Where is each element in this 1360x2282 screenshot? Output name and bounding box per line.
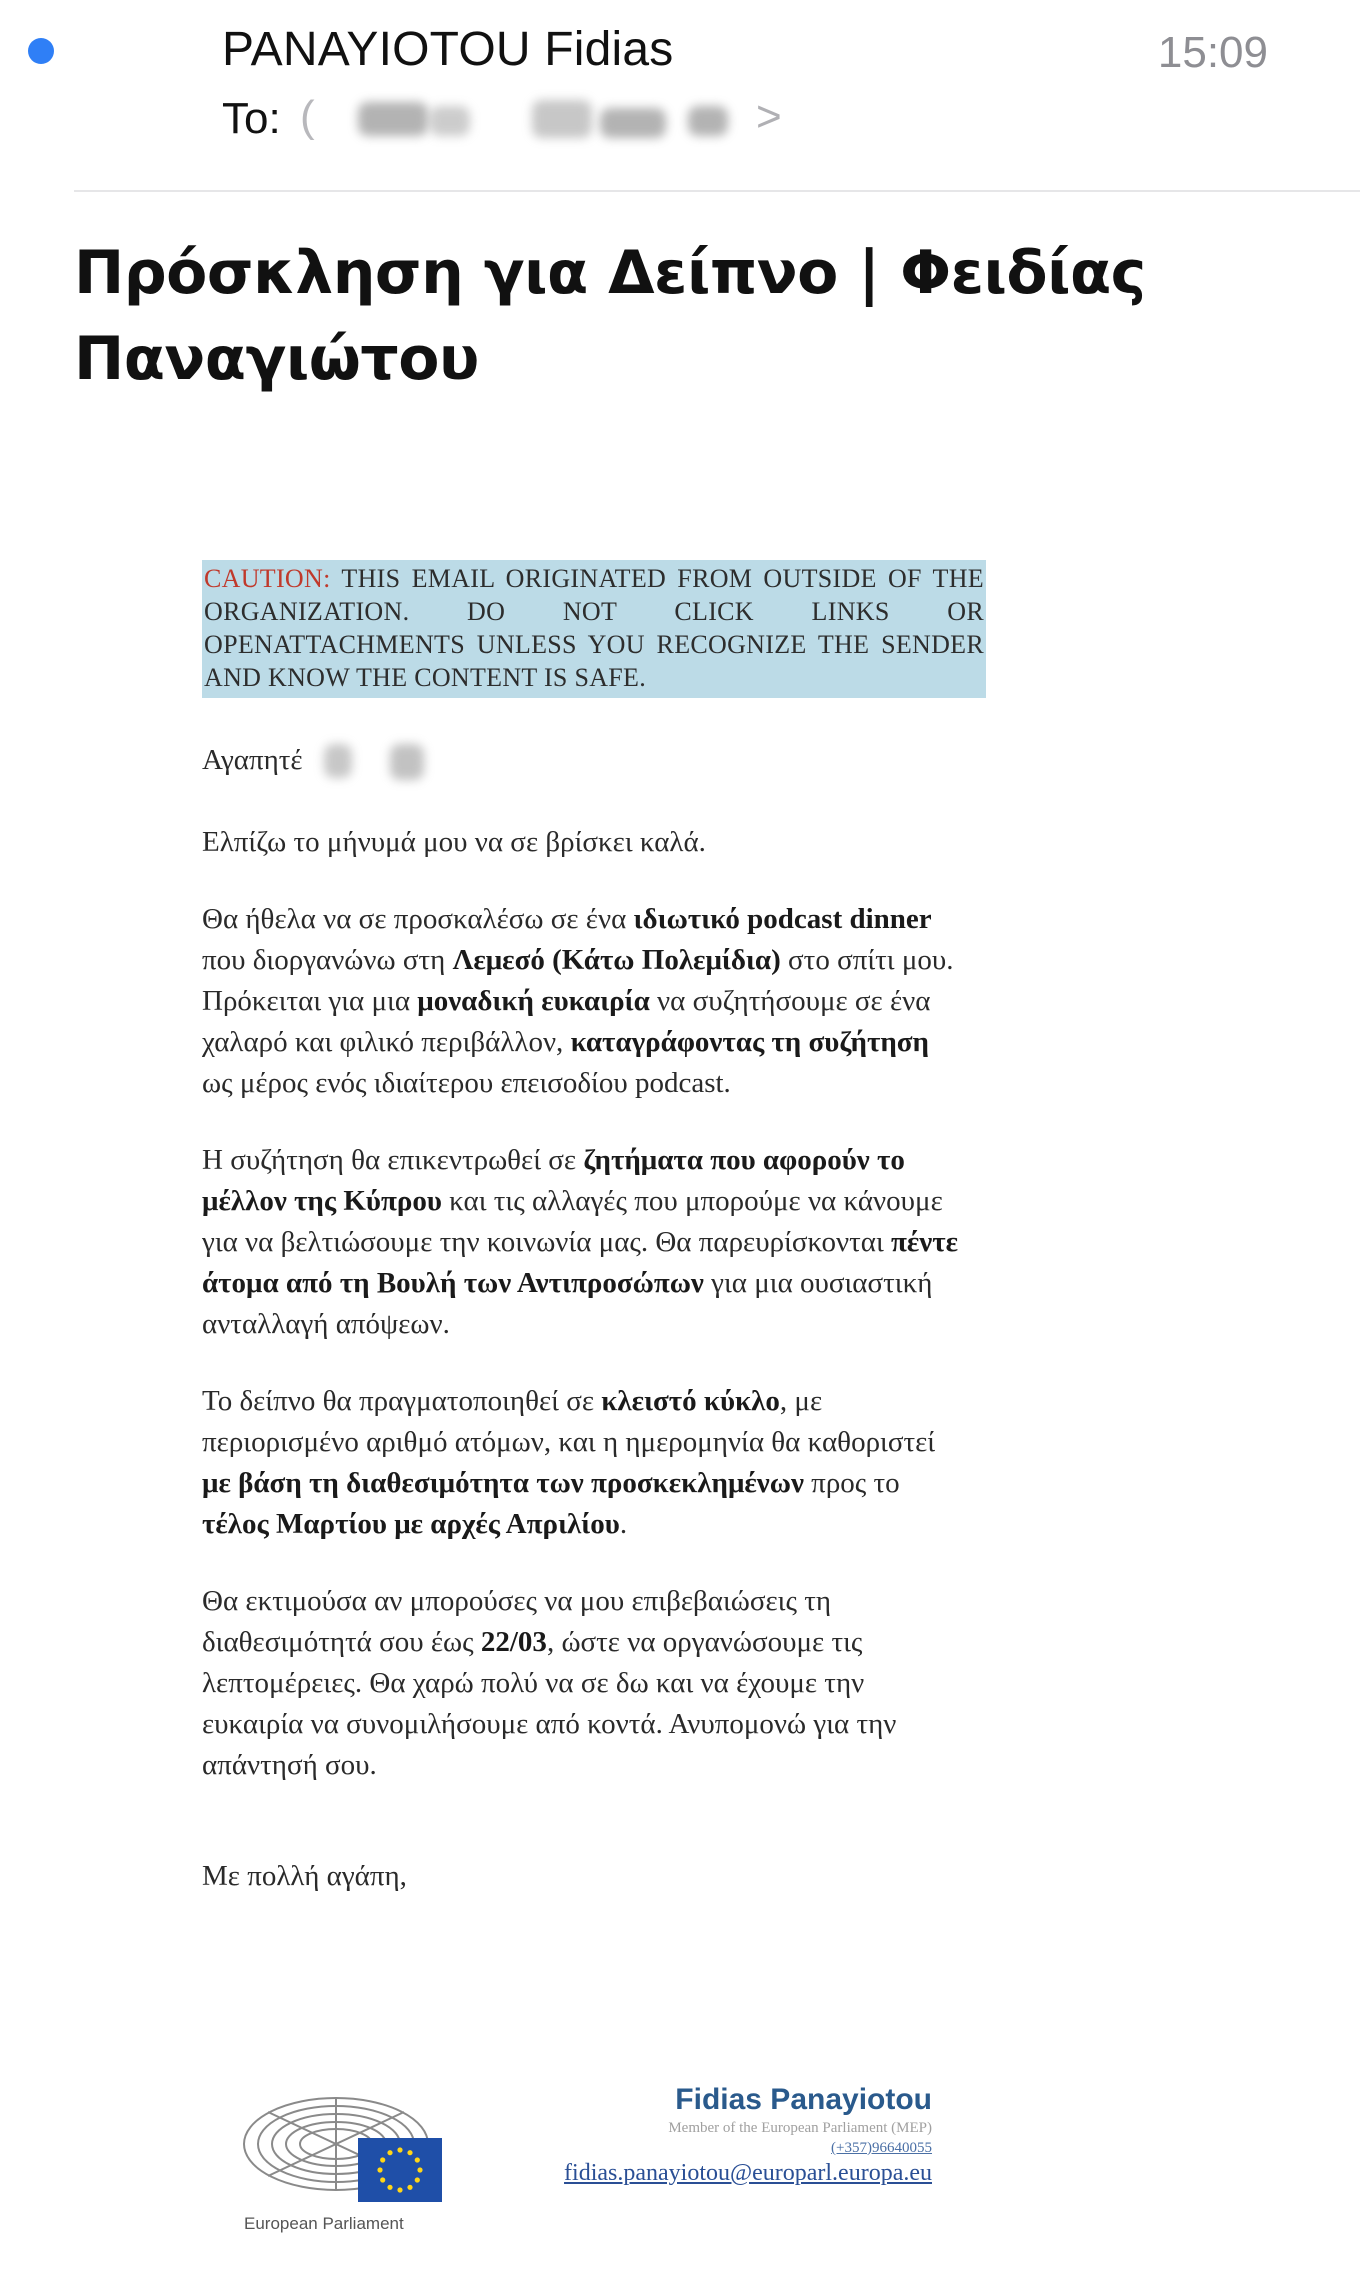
redacted-recipient	[332, 100, 952, 140]
text-run: στο σπίτι μου. Πρόκειται για μια	[202, 944, 954, 1017]
paragraph-topics	[202, 1140, 962, 1345]
text-run: .	[619, 1508, 628, 1540]
paragraph-rsvp	[202, 1581, 962, 1786]
paragraph-intro: Ελπίζω το μήνυμά μου να σε βρίσκει καλά.	[202, 826, 706, 858]
bold-run: τέλος Μαρτίου με αρχές Απριλίου	[202, 1508, 620, 1540]
eu-star-icon	[407, 2150, 412, 2155]
header-divider	[74, 190, 1360, 192]
email-subject	[74, 230, 1284, 402]
eu-star-icon	[417, 2167, 422, 2172]
chevron-right-icon[interactable]: >	[756, 92, 782, 141]
subject-line-2: Παναγιώτου	[74, 324, 479, 394]
signature-name: Fidias Panayiotou	[675, 2083, 932, 2116]
eu-star-icon	[415, 2157, 420, 2162]
signature-block	[564, 2082, 932, 2188]
eu-star-icon	[387, 2185, 392, 2190]
text-run: , με περιορισμένο αριθμό ατόμων, και η ημερομηνία θα καθοριστεί	[202, 1385, 936, 1458]
signature-role: Member of the European Parliament (MEP)	[668, 2120, 932, 2136]
paragraph-details	[202, 1381, 962, 1545]
signature-phone-link[interactable]: (+357)96640055	[831, 2140, 932, 2156]
text-run: Θα εκτιμούσα αν μπορούσες να μου επιβεβαιώσεις τη διαθεσιμότητά σου έως	[202, 1585, 832, 1658]
eu-star-icon	[380, 2157, 385, 2162]
unread-indicator	[28, 38, 54, 64]
text-run: προς το	[803, 1467, 900, 1499]
eu-star-icon	[397, 2147, 402, 2152]
mail-header	[0, 0, 1360, 190]
greeting-text: Αγαπητέ	[202, 744, 303, 776]
eu-star-icon	[387, 2150, 392, 2155]
text-run: και τις αλλαγές που μπορούμε να κάνουμε για να βελτιώσουμε την κοινωνία μας. Θα παρευρίσκονται	[202, 1185, 943, 1258]
email-signature	[240, 2082, 960, 2252]
greeting	[202, 740, 986, 784]
bold-run: καταγράφοντας τη συζήτηση	[570, 1026, 930, 1058]
mail-time: 15:09	[1157, 28, 1268, 77]
recipient-row[interactable]	[222, 92, 922, 144]
bold-run: ζητήματα που αφορούν το μέλλον της Κύπρου	[202, 1144, 905, 1217]
recipient-bracket: (	[300, 92, 315, 141]
eu-star-icon	[397, 2187, 402, 2192]
eu-star-icon	[407, 2185, 412, 2190]
sender-name[interactable]: PANAYIOTOU Fidias	[222, 23, 674, 76]
text-run: να συζητήσουμε σε ένα χαλαρό και φιλικό περιβάλλον,	[202, 985, 931, 1058]
subject-line-1: Πρόσκληση για Δείπνο | Φειδίας	[74, 238, 1146, 308]
eu-star-icon	[377, 2167, 382, 2172]
closing-line: Με πολλή αγάπη,	[202, 1860, 407, 1892]
text-run: ως μέρος ενός ιδιαίτερου επεισοδίου podcast.	[202, 1067, 731, 1099]
text-run: που διοργανώνω στη	[202, 944, 453, 976]
text-run: Η συζήτηση θα επικεντρωθεί σε	[202, 1144, 584, 1176]
caution-banner	[202, 560, 986, 698]
to-label: To:	[222, 94, 281, 143]
hemicycle-icon	[240, 2082, 460, 2212]
bold-run: με βάση τη διαθεσιμότητα των προσκεκλημένων	[202, 1467, 804, 1499]
bold-run: ιδιωτικό podcast dinner	[633, 903, 932, 935]
text-run: Το δείπνο θα πραγματοποιηθεί σε	[202, 1385, 602, 1417]
email-body	[202, 560, 986, 1897]
eu-star-icon	[380, 2177, 385, 2182]
paragraph-invitation	[202, 899, 962, 1104]
european-parliament-logo	[240, 2082, 460, 2242]
caution-label: CAUTION:	[204, 564, 331, 593]
text-run: , ώστε να οργανώσουμε τις λεπτομέρειες. Θα χαρώ πολύ να σε δω και να έχουμε την ευκαιρία να συνομιλήσουμε από κοντά. Ανυπομονώ για την απάντησή σου.	[202, 1626, 897, 1781]
redacted-name	[320, 740, 430, 784]
bold-run: πέντε άτομα από τη Βουλή των Αντιπροσώπων	[202, 1226, 958, 1299]
bold-run: 22/03	[480, 1626, 547, 1658]
bold-run: Λεμεσό (Κάτω Πολεμίδια)	[452, 944, 781, 976]
eu-star-icon	[415, 2177, 420, 2182]
caution-text: THIS EMAIL ORIGINATED FROM OUTSIDE OF THE ORGANIZATION. DO NOT CLICK LINKS OR OPENATTACHMENTS UNLESS YOU RECOGNIZE THE SENDER AND KNOW THE CONTENT IS SAFE.	[204, 564, 984, 692]
logo-caption: European Parliament	[244, 2214, 404, 2233]
bold-run: μοναδική ευκαιρία	[417, 985, 650, 1017]
text-run: Θα ήθελα να σε προσκαλέσω σε ένα	[202, 903, 634, 935]
bold-run: κλειστό κύκλο	[601, 1385, 780, 1417]
text-run: για μια ουσιαστική ανταλλαγή απόψεων.	[202, 1267, 933, 1340]
signature-email-link[interactable]: fidias.panayiotou@europarl.europa.eu	[564, 2160, 932, 2186]
